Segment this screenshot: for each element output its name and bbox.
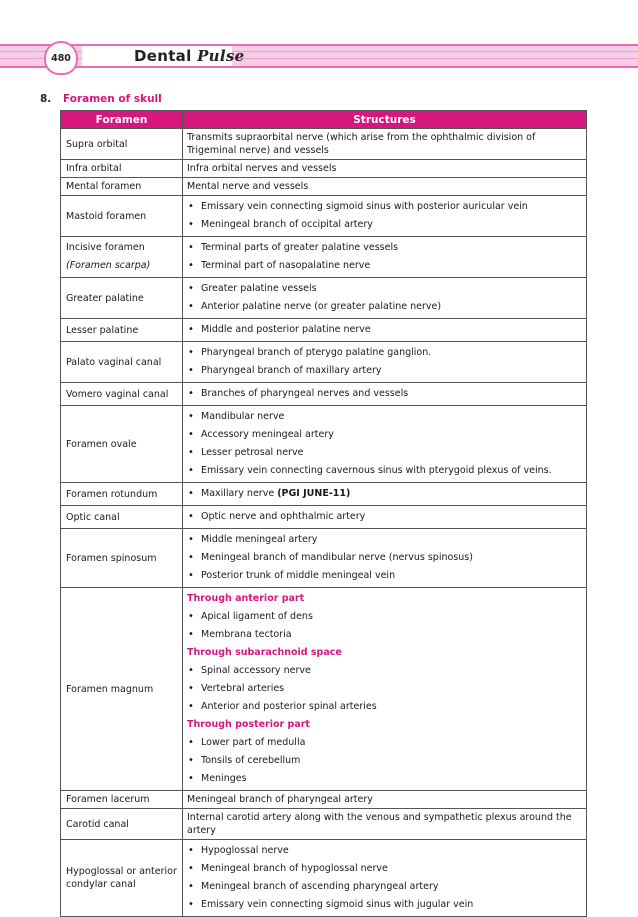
foramen-cell: Optic canal (61, 506, 183, 529)
list-item: • Vertebral arteries (187, 680, 582, 698)
foramen-table (60, 110, 587, 917)
foramen-cell: Mental foramen (61, 178, 183, 196)
foramen-cell: Vomero vaginal canal (61, 383, 183, 406)
list-item: • Spinal accessory nerve (187, 662, 582, 680)
subheading: Through anterior part (187, 593, 305, 604)
list-item: • Lower part of medulla (187, 734, 582, 752)
structures-cell: Mental nerve and vessels (183, 178, 587, 196)
foramen-name: Incisive foramen (66, 242, 145, 253)
list-item: • Anterior palatine nerve (or greater palatine nerve) (187, 298, 582, 316)
structures-cell (183, 342, 587, 383)
list-item: • Meningeal branch of mandibular nerve (nervus spinosus) (187, 549, 582, 567)
subheading: Through posterior part (187, 719, 310, 730)
list-item: • Accessory meningeal artery (187, 426, 582, 444)
structures-cell: Meningeal branch of pharyngeal artery (183, 791, 587, 809)
list-item: • Lesser petrosal nerve (187, 444, 582, 462)
running-title: Dental Pulse (134, 47, 245, 65)
table-row (61, 278, 587, 319)
list-item: • Meningeal branch of ascending pharyngeal artery (187, 878, 582, 896)
foramen-note: (Foramen scarpa) (66, 260, 151, 271)
table-row (61, 406, 587, 483)
table-row (61, 791, 587, 809)
list-item: • Emissary vein connecting sigmoid sinus with posterior auricular vein (187, 198, 582, 216)
list-item: • Hypoglossal nerve (187, 842, 582, 860)
structures-cell: Infra orbital nerves and vessels (183, 160, 587, 178)
structures-cell (183, 529, 587, 588)
structures-cell (183, 406, 587, 483)
foramen-cell: Foramen magnum (61, 588, 183, 791)
exam-reference: (PGI JUNE-11) (277, 488, 351, 499)
structures-cell (183, 840, 587, 917)
table-row (61, 588, 587, 791)
foramen-cell (61, 237, 183, 278)
foramen-cell: Foramen lacerum (61, 791, 183, 809)
table-row (61, 506, 587, 529)
structures-cell (183, 278, 587, 319)
table-row (61, 319, 587, 342)
table-row (61, 196, 587, 237)
table-row (61, 342, 587, 383)
table-row (61, 160, 587, 178)
list-item: • Middle meningeal artery (187, 531, 582, 549)
section-title: Foramen of skull (63, 93, 162, 105)
list-item: • Meningeal branch of hypoglossal nerve (187, 860, 582, 878)
table-row (61, 237, 587, 278)
list-item: • Branches of pharyngeal nerves and vessels (187, 385, 582, 403)
column-header-foramen: Foramen (61, 111, 183, 129)
structures-cell (183, 237, 587, 278)
list-item: • Meninges (187, 770, 582, 788)
list-item: • Terminal parts of greater palatine vessels (187, 239, 582, 257)
list-item: • Mandibular nerve (187, 408, 582, 426)
table-row (61, 809, 587, 840)
foramen-cell: Mastoid foramen (61, 196, 183, 237)
list-item: • Anterior and posterior spinal arteries (187, 698, 582, 716)
list-item: • Apical ligament of dens (187, 608, 582, 626)
foramen-cell: Foramen ovale (61, 406, 183, 483)
foramen-cell: Carotid canal (61, 809, 183, 840)
subheading: Through subarachnoid space (187, 647, 342, 658)
list-item: • Emissary vein connecting sigmoid sinus with jugular vein (187, 896, 582, 914)
list-item: • Pharyngeal branch of pterygo palatine ganglion. (187, 344, 582, 362)
structures-cell (183, 588, 587, 791)
structures-cell: Transmits supraorbital nerve (which arise from the ophthalmic division of Trigeminal nerve) and vessels (183, 129, 587, 160)
foramen-cell: Foramen rotundum (61, 483, 183, 506)
list-item: • Membrana tectoria (187, 626, 582, 644)
list-item: • Emissary vein connecting cavernous sinus with pterygoid plexus of veins. (187, 462, 582, 480)
table-header-row (61, 111, 587, 129)
structures-cell: Internal carotid artery along with the venous and sympathetic plexus around the artery (183, 809, 587, 840)
table-row (61, 840, 587, 917)
table-row (61, 383, 587, 406)
structures-cell (183, 483, 587, 506)
structures-cell (183, 196, 587, 237)
list-item: • Optic nerve and ophthalmic artery (187, 508, 582, 526)
list-item: • Posterior trunk of middle meningeal vein (187, 567, 582, 585)
page-number: 480 (51, 52, 71, 64)
list-item: • Maxillary nerve (PGI JUNE-11) (187, 485, 582, 503)
table-row (61, 129, 587, 160)
foramen-cell: Lesser palatine (61, 319, 183, 342)
tooth-icon (44, 41, 78, 75)
list-item: • Pharyngeal branch of maxillary artery (187, 362, 582, 380)
foramen-cell: Infra orbital (61, 160, 183, 178)
table-row (61, 529, 587, 588)
list-item: • Middle and posterior palatine nerve (187, 321, 582, 339)
structures-cell (183, 319, 587, 342)
foramen-cell: Foramen spinosum (61, 529, 183, 588)
section-number: 8. (40, 93, 52, 105)
structures-cell (183, 506, 587, 529)
foramen-cell: Supra orbital (61, 129, 183, 160)
list-item: • Greater palatine vessels (187, 280, 582, 298)
foramen-cell: Hypoglossal or anterior condylar canal (61, 840, 183, 917)
list-item: • Meningeal branch of occipital artery (187, 216, 582, 234)
foramen-cell: Greater palatine (61, 278, 183, 319)
list-item: • Tonsils of cerebellum (187, 752, 582, 770)
foramen-cell: Palato vaginal canal (61, 342, 183, 383)
list-item: • Terminal part of nasopalatine nerve (187, 257, 582, 275)
structures-cell (183, 383, 587, 406)
table-row (61, 178, 587, 196)
table-row (61, 483, 587, 506)
column-header-structures: Structures (183, 111, 587, 129)
